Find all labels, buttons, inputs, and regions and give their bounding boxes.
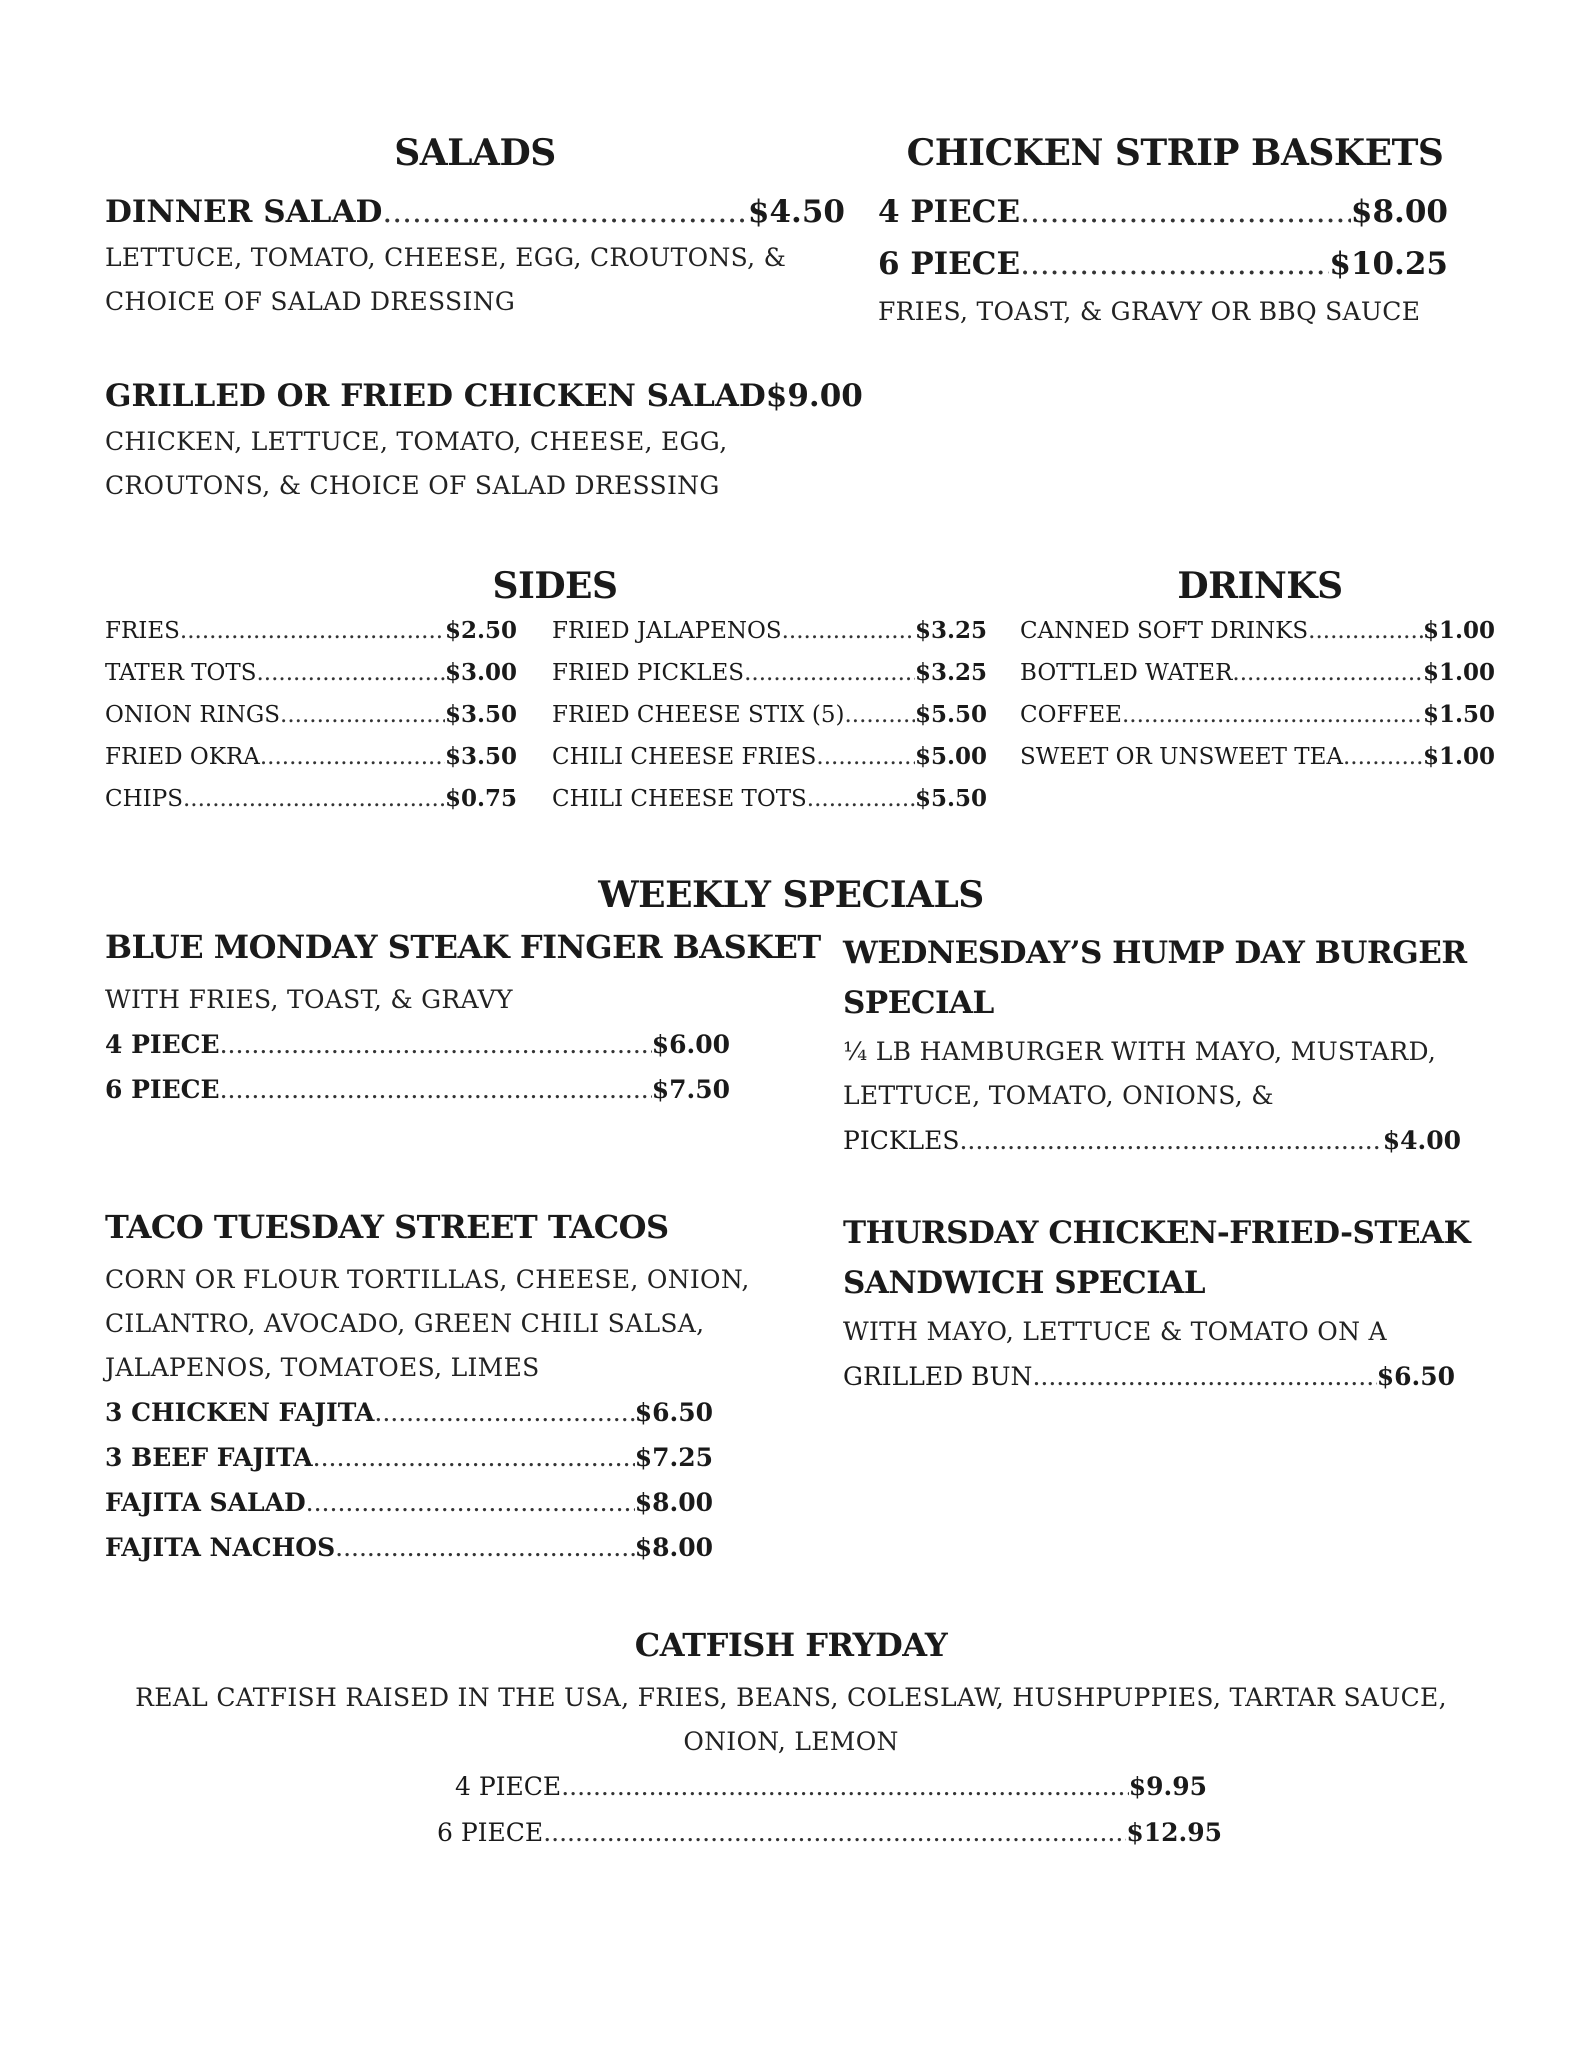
leader-dots <box>374 1390 634 1435</box>
tuesday-special-title: TACO TUESDAY STREET TACOS <box>105 1208 669 1246</box>
catfish-description <box>60 1676 1522 1764</box>
item-price: $6.00 <box>651 1030 730 1059</box>
menu-item <box>105 1390 713 1435</box>
desc-line: REAL CATFISH RAISED IN THE USA, FRIES, BEANS, COLESLAW, HUSHPUPPIES, TARTAR SAUCE, <box>135 1683 1447 1712</box>
item-name: FRIED JALAPENOS <box>552 618 782 644</box>
leader-dots <box>180 610 445 652</box>
item-name: FRIED OKRA <box>105 744 260 770</box>
title-line: SANDWICH SPECIAL <box>843 1265 1206 1301</box>
item-name: 3 CHICKEN FAJITA <box>105 1398 375 1427</box>
item-name: 4 PIECE <box>105 1030 220 1059</box>
item-name: GRILLED BUN <box>843 1362 1033 1391</box>
item-name: FRIES <box>105 618 180 644</box>
desc-line: CROUTONS, & CHOICE OF SALAD DRESSING <box>105 471 720 500</box>
menu-item <box>105 1067 730 1112</box>
menu-item <box>552 652 987 694</box>
item-price: $3.50 <box>444 701 517 728</box>
item-price: $4.00 <box>1382 1126 1461 1155</box>
item-price: $8.00 <box>1350 194 1448 230</box>
tuesday-special-description <box>105 1258 805 1390</box>
leader-dots <box>1343 736 1423 778</box>
weekly-specials-heading: WEEKLY SPECIALS <box>598 874 984 916</box>
leader-dots <box>382 186 748 238</box>
item-price: $10.25 <box>1329 246 1448 282</box>
item-name: 4 PIECE <box>455 1772 562 1801</box>
item-name: PICKLES <box>843 1126 960 1155</box>
drinks-list <box>1020 610 1495 778</box>
item-name: GRILLED OR FRIED CHICKEN SALAD <box>105 378 766 414</box>
leader-dots <box>807 778 915 820</box>
leader-dots <box>1020 186 1351 238</box>
menu-item <box>878 238 1448 290</box>
wednesday-price-row <box>843 1118 1461 1163</box>
leader-dots <box>782 610 915 652</box>
item-price: $2.50 <box>444 617 517 644</box>
leader-dots <box>844 694 915 736</box>
item-price: $5.00 <box>914 743 987 770</box>
desc-line: ¼ LB HAMBURGER WITH MAYO, MUSTARD, <box>843 1037 1437 1066</box>
item-price: $1.00 <box>1422 743 1495 770</box>
item-price: $6.50 <box>1376 1362 1455 1391</box>
desc-line: LETTUCE, TOMATO, ONIONS, & <box>843 1081 1274 1110</box>
chicken-strips-list <box>878 186 1448 290</box>
thursday-special-title <box>843 1208 1483 1308</box>
desc-line: CHOICE OF SALAD DRESSING <box>105 287 516 316</box>
desc-line: ONION, LEMON <box>683 1727 899 1756</box>
desc-line: LETTUCE, TOMATO, CHEESE, EGG, CROUTONS, & <box>105 243 787 272</box>
leader-dots <box>220 1022 652 1067</box>
item-price: $1.00 <box>1422 617 1495 644</box>
item-name: COFFEE <box>1020 702 1122 728</box>
menu-item <box>552 778 987 820</box>
menu-item <box>552 736 987 778</box>
menu-item <box>552 610 987 652</box>
menu-item <box>105 1022 730 1067</box>
item-price: $3.25 <box>914 617 987 644</box>
wednesday-special-title <box>843 928 1483 1028</box>
item-name: FRIED PICKLES <box>552 660 745 686</box>
item-price: $4.50 <box>747 194 845 230</box>
leader-dots <box>280 694 445 736</box>
desc-line: JALAPENOS, TOMATOES, LIMES <box>105 1353 540 1382</box>
sides-column-2 <box>552 610 987 820</box>
menu-item <box>105 1435 713 1480</box>
item-price: $7.50 <box>651 1075 730 1104</box>
leader-dots <box>1232 652 1423 694</box>
item-price: $5.50 <box>914 701 987 728</box>
item-price: $8.00 <box>634 1488 713 1517</box>
item-price: $3.25 <box>914 659 987 686</box>
chicken-salad-description <box>105 420 865 508</box>
leader-dots <box>220 1067 652 1112</box>
leader-dots <box>306 1480 635 1525</box>
leader-dots <box>1122 694 1423 736</box>
catfish-fryday-heading: CATFISH FRYDAY <box>634 1626 948 1664</box>
item-price: $7.25 <box>634 1443 713 1472</box>
item-name: 4 PIECE <box>878 194 1021 230</box>
leader-dots <box>1308 610 1423 652</box>
desc-line: CORN OR FLOUR TORTILLAS, CHEESE, ONION, <box>105 1265 750 1294</box>
title-line: SPECIAL <box>843 985 994 1021</box>
menu-item <box>1020 610 1495 652</box>
monday-special-title: BLUE MONDAY STEAK FINGER BASKET <box>105 928 821 966</box>
menu-item <box>1020 652 1495 694</box>
item-name: BOTTLED WATER <box>1020 660 1233 686</box>
catfish-6-piece-row <box>437 1810 1222 1855</box>
drinks-heading: DRINKS <box>1177 565 1343 607</box>
leader-dots <box>257 652 445 694</box>
leader-dots <box>744 652 915 694</box>
sides-heading: SIDES <box>492 565 618 607</box>
leader-dots <box>543 1810 1126 1855</box>
menu-item <box>105 736 517 778</box>
item-name: CHIPS <box>105 786 183 812</box>
item-price: $9.00 <box>765 378 863 414</box>
item-price: $3.00 <box>444 659 517 686</box>
desc-line: CILANTRO, AVOCADO, GREEN CHILI SALSA, <box>105 1309 705 1338</box>
menu-item <box>105 610 517 652</box>
item-name: FRIED CHEESE STIX (5) <box>552 702 845 728</box>
catfish-4-piece-row <box>455 1764 1207 1809</box>
wednesday-special-description <box>843 1030 1503 1118</box>
item-price: $12.95 <box>1126 1818 1222 1847</box>
leader-dots <box>561 1764 1129 1809</box>
item-name: ONION RINGS <box>105 702 281 728</box>
leader-dots <box>816 736 915 778</box>
item-price: $3.50 <box>444 743 517 770</box>
item-name: SWEET OR UNSWEET TEA <box>1020 744 1343 770</box>
item-name: 6 PIECE <box>105 1075 220 1104</box>
item-name: CANNED SOFT DRINKS <box>1020 618 1309 644</box>
thursday-price-row <box>843 1354 1455 1399</box>
tuesday-special-prices <box>105 1390 713 1570</box>
item-name: TATER TOTS <box>105 660 257 686</box>
chicken-strips-heading: CHICKEN STRIP BASKETS <box>906 132 1444 174</box>
item-name: 6 PIECE <box>878 246 1021 282</box>
item-name: CHILI CHEESE TOTS <box>552 786 807 812</box>
item-name: FAJITA NACHOS <box>105 1533 336 1562</box>
dinner-salad-description <box>105 236 865 324</box>
item-price: $9.95 <box>1128 1772 1207 1801</box>
leader-dots <box>260 736 445 778</box>
menu-item <box>105 1480 713 1525</box>
leader-dots <box>313 1435 635 1480</box>
title-line: WEDNESDAY’S HUMP DAY BURGER <box>843 935 1467 971</box>
monday-special-prices <box>105 1022 730 1112</box>
menu-item <box>105 652 517 694</box>
menu-item <box>105 1525 713 1570</box>
item-name: 6 PIECE <box>437 1818 544 1847</box>
leader-dots <box>1020 238 1329 290</box>
salads-heading: SALADS <box>394 132 556 174</box>
item-name: CHILI CHEESE FRIES <box>552 744 817 770</box>
item-price: $1.00 <box>1422 659 1495 686</box>
title-line: THURSDAY CHICKEN-FRIED-STEAK <box>843 1215 1471 1251</box>
item-price: $1.50 <box>1422 701 1495 728</box>
leader-dots <box>183 778 445 820</box>
leader-dots <box>1032 1354 1376 1399</box>
menu-item <box>105 694 517 736</box>
dinner-salad-row <box>105 186 845 238</box>
sides-column-1 <box>105 610 517 820</box>
monday-special-description: WITH FRIES, TOAST, & GRAVY <box>105 985 513 1014</box>
chicken-strips-note: FRIES, TOAST, & GRAVY OR BBQ SAUCE <box>878 297 1421 326</box>
item-name: FAJITA SALAD <box>105 1488 306 1517</box>
item-price: $6.50 <box>634 1398 713 1427</box>
leader-dots <box>335 1525 635 1570</box>
thursday-special-description: WITH MAYO, LETTUCE & TOMATO ON A <box>843 1317 1387 1346</box>
menu-item <box>1020 736 1495 778</box>
menu-item <box>552 694 987 736</box>
item-name: 3 BEEF FAJITA <box>105 1443 313 1472</box>
item-price: $5.50 <box>914 785 987 812</box>
desc-line: CHICKEN, LETTUCE, TOMATO, CHEESE, EGG, <box>105 427 728 456</box>
item-price: $0.75 <box>444 785 517 812</box>
chicken-salad-row <box>105 370 863 422</box>
menu-item <box>878 186 1448 238</box>
menu-item <box>1020 694 1495 736</box>
menu-item <box>105 778 517 820</box>
leader-dots <box>959 1118 1382 1163</box>
item-price: $8.00 <box>634 1533 713 1562</box>
item-name: DINNER SALAD <box>105 194 383 230</box>
